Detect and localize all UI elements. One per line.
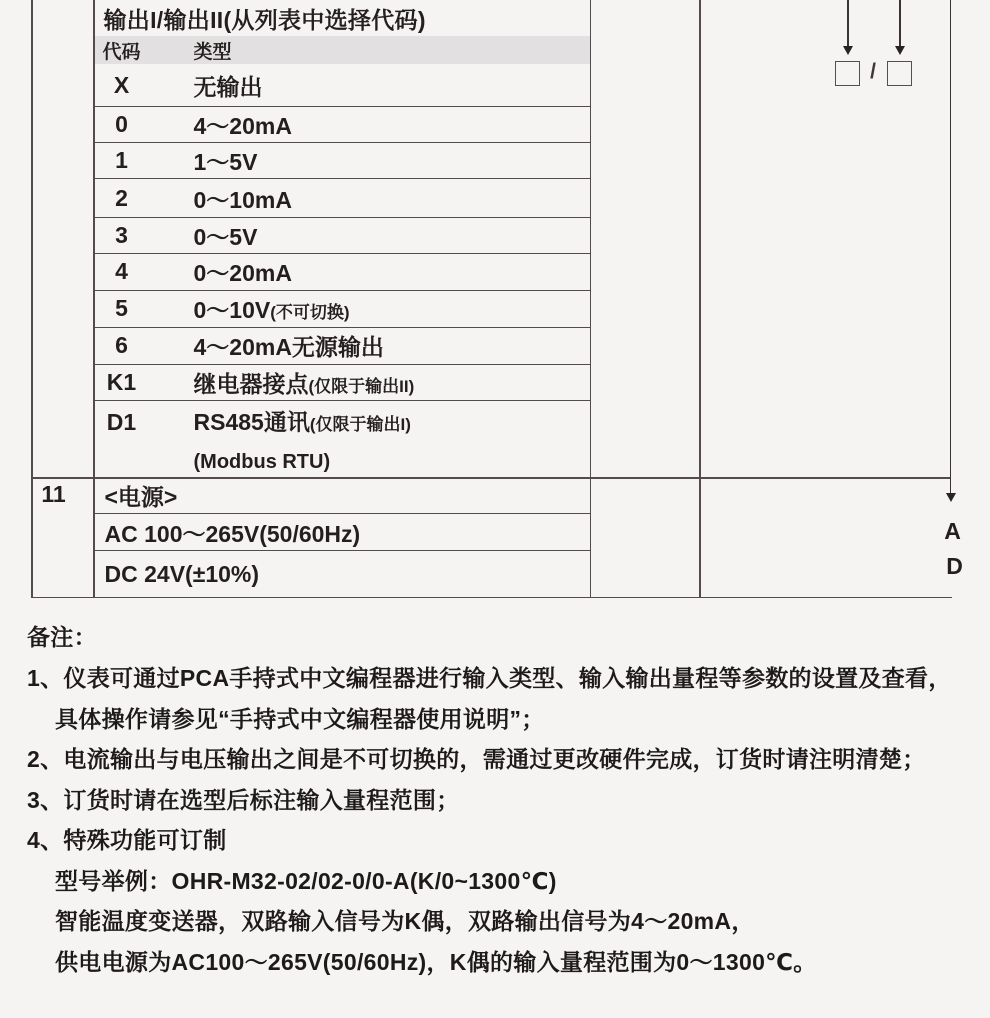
note-line-2: 2、电流输出与电压输出之间是不可切换的，需通过更改硬件完成，订货时请注明清楚； [27, 746, 926, 772]
type-text: 1～5V [193, 149, 258, 175]
arrow-line-output1-icon [847, 0, 849, 46]
column-header-code: 代码 [102, 41, 141, 63]
note-line-5: 型号举例：OHR-M32-02/02-0/0-A(K/0~1300℃) [55, 867, 557, 894]
code-cell: 4 [115, 258, 128, 285]
arrow-head-output1-icon [843, 46, 853, 55]
output-row-4 [95, 254, 590, 291]
grid-vline-outer-left [31, 0, 33, 598]
type-cell [149, 69, 590, 102]
type-cell [149, 144, 590, 177]
type-cell [149, 108, 590, 141]
code-cell: 0 [115, 111, 128, 137]
grid-vline-inner-right [590, 0, 592, 598]
code-cell: 5 [115, 295, 128, 321]
type-cell [149, 329, 590, 362]
power-code-a: A [944, 518, 961, 544]
type-text: 继电器接点 [193, 370, 309, 397]
note-line-3: 3、订货时请在选型后标注输入量程范围； [27, 786, 460, 813]
type-cell [149, 366, 590, 399]
output-row-5 [95, 291, 590, 328]
type-text: 无输出 [193, 73, 263, 100]
grid-vline-mid-right [699, 0, 701, 598]
code-cell: 2 [115, 184, 128, 211]
output-rows [95, 64, 590, 477]
type-cell [149, 182, 590, 215]
column-header-type: 类型 [193, 41, 232, 63]
type-cell [149, 401, 590, 479]
type-text: 4～20mA [193, 113, 292, 139]
output-row-X [95, 64, 590, 107]
output-row-6 [95, 328, 590, 365]
code-cell: 6 [115, 332, 128, 358]
power-option-0: AC 100～265V(50/60Hz) [95, 514, 590, 551]
output-row-2 [95, 179, 590, 218]
arrow-line-power-icon [950, 0, 952, 493]
type-restriction-note: (不可切换) [270, 303, 350, 322]
output-row-3 [95, 218, 590, 254]
power-option-1: DC 24V(±10%) [104, 560, 260, 587]
note-line-1: 具体操作请参见“手持式中文编程器使用说明”； [55, 705, 545, 732]
arrow-head-output2-icon [895, 46, 905, 55]
type-text: 0～10V [193, 297, 271, 323]
type-restriction-note: (仅限于输出II) [308, 376, 415, 396]
notes-section [27, 616, 987, 982]
type-text: 0～10mA [193, 186, 292, 213]
note-lines [27, 658, 987, 982]
notes-heading: 备注： [27, 624, 97, 650]
note-line-6: 智能温度变送器，双路输入信号为K偶，双路输出信号为4～20mA， [55, 908, 755, 934]
code-cell: X [113, 71, 130, 98]
type-second-line: (Modbus RTU) [193, 451, 331, 473]
code-cell: K1 [106, 368, 137, 395]
output2-code-box [887, 61, 912, 86]
code-cell: 1 [115, 147, 128, 173]
power-section-title: <电源> [95, 477, 590, 514]
table-header-row [95, 36, 590, 64]
note-line-4: 4、特殊功能可订制 [27, 827, 227, 853]
type-restriction-note: (仅限于输出I) [309, 415, 411, 434]
power-rows [95, 477, 590, 597]
output-row-1 [95, 143, 590, 179]
type-text: 0～5V [193, 224, 258, 250]
power-code-d: D [946, 553, 963, 579]
type-text: 0～20mA [193, 260, 292, 287]
output1-code-box [835, 61, 860, 86]
type-text: RS485通讯 [193, 409, 310, 435]
type-cell [149, 255, 590, 288]
type-cell [149, 292, 590, 325]
code-box-slash: / [870, 60, 876, 83]
power-section-index: 11 [41, 481, 66, 507]
note-line-0: 1、仪表可通过PCA手持式中文编程器进行输入类型、输入输出量程等参数的设置及查看， [27, 665, 952, 691]
arrow-line-output2-icon [899, 0, 901, 46]
output-selection-table [95, 0, 590, 597]
type-cell [149, 219, 590, 252]
code-cell: D1 [106, 409, 137, 435]
code-cell: 3 [115, 222, 128, 248]
note-line-7: 供电电源为AC100～265V(50/60Hz)，K偶的输入量程范围为0～1300℃。 [55, 948, 817, 975]
output-row-0 [95, 107, 590, 143]
type-text: 4～20mA无源输出 [193, 334, 384, 360]
output-section-title: 输出I/输出II(从列表中选择代码) [103, 6, 426, 33]
arrow-head-power-icon [946, 493, 956, 502]
output-row-K1 [95, 365, 590, 402]
output-row-D1 [95, 401, 590, 477]
